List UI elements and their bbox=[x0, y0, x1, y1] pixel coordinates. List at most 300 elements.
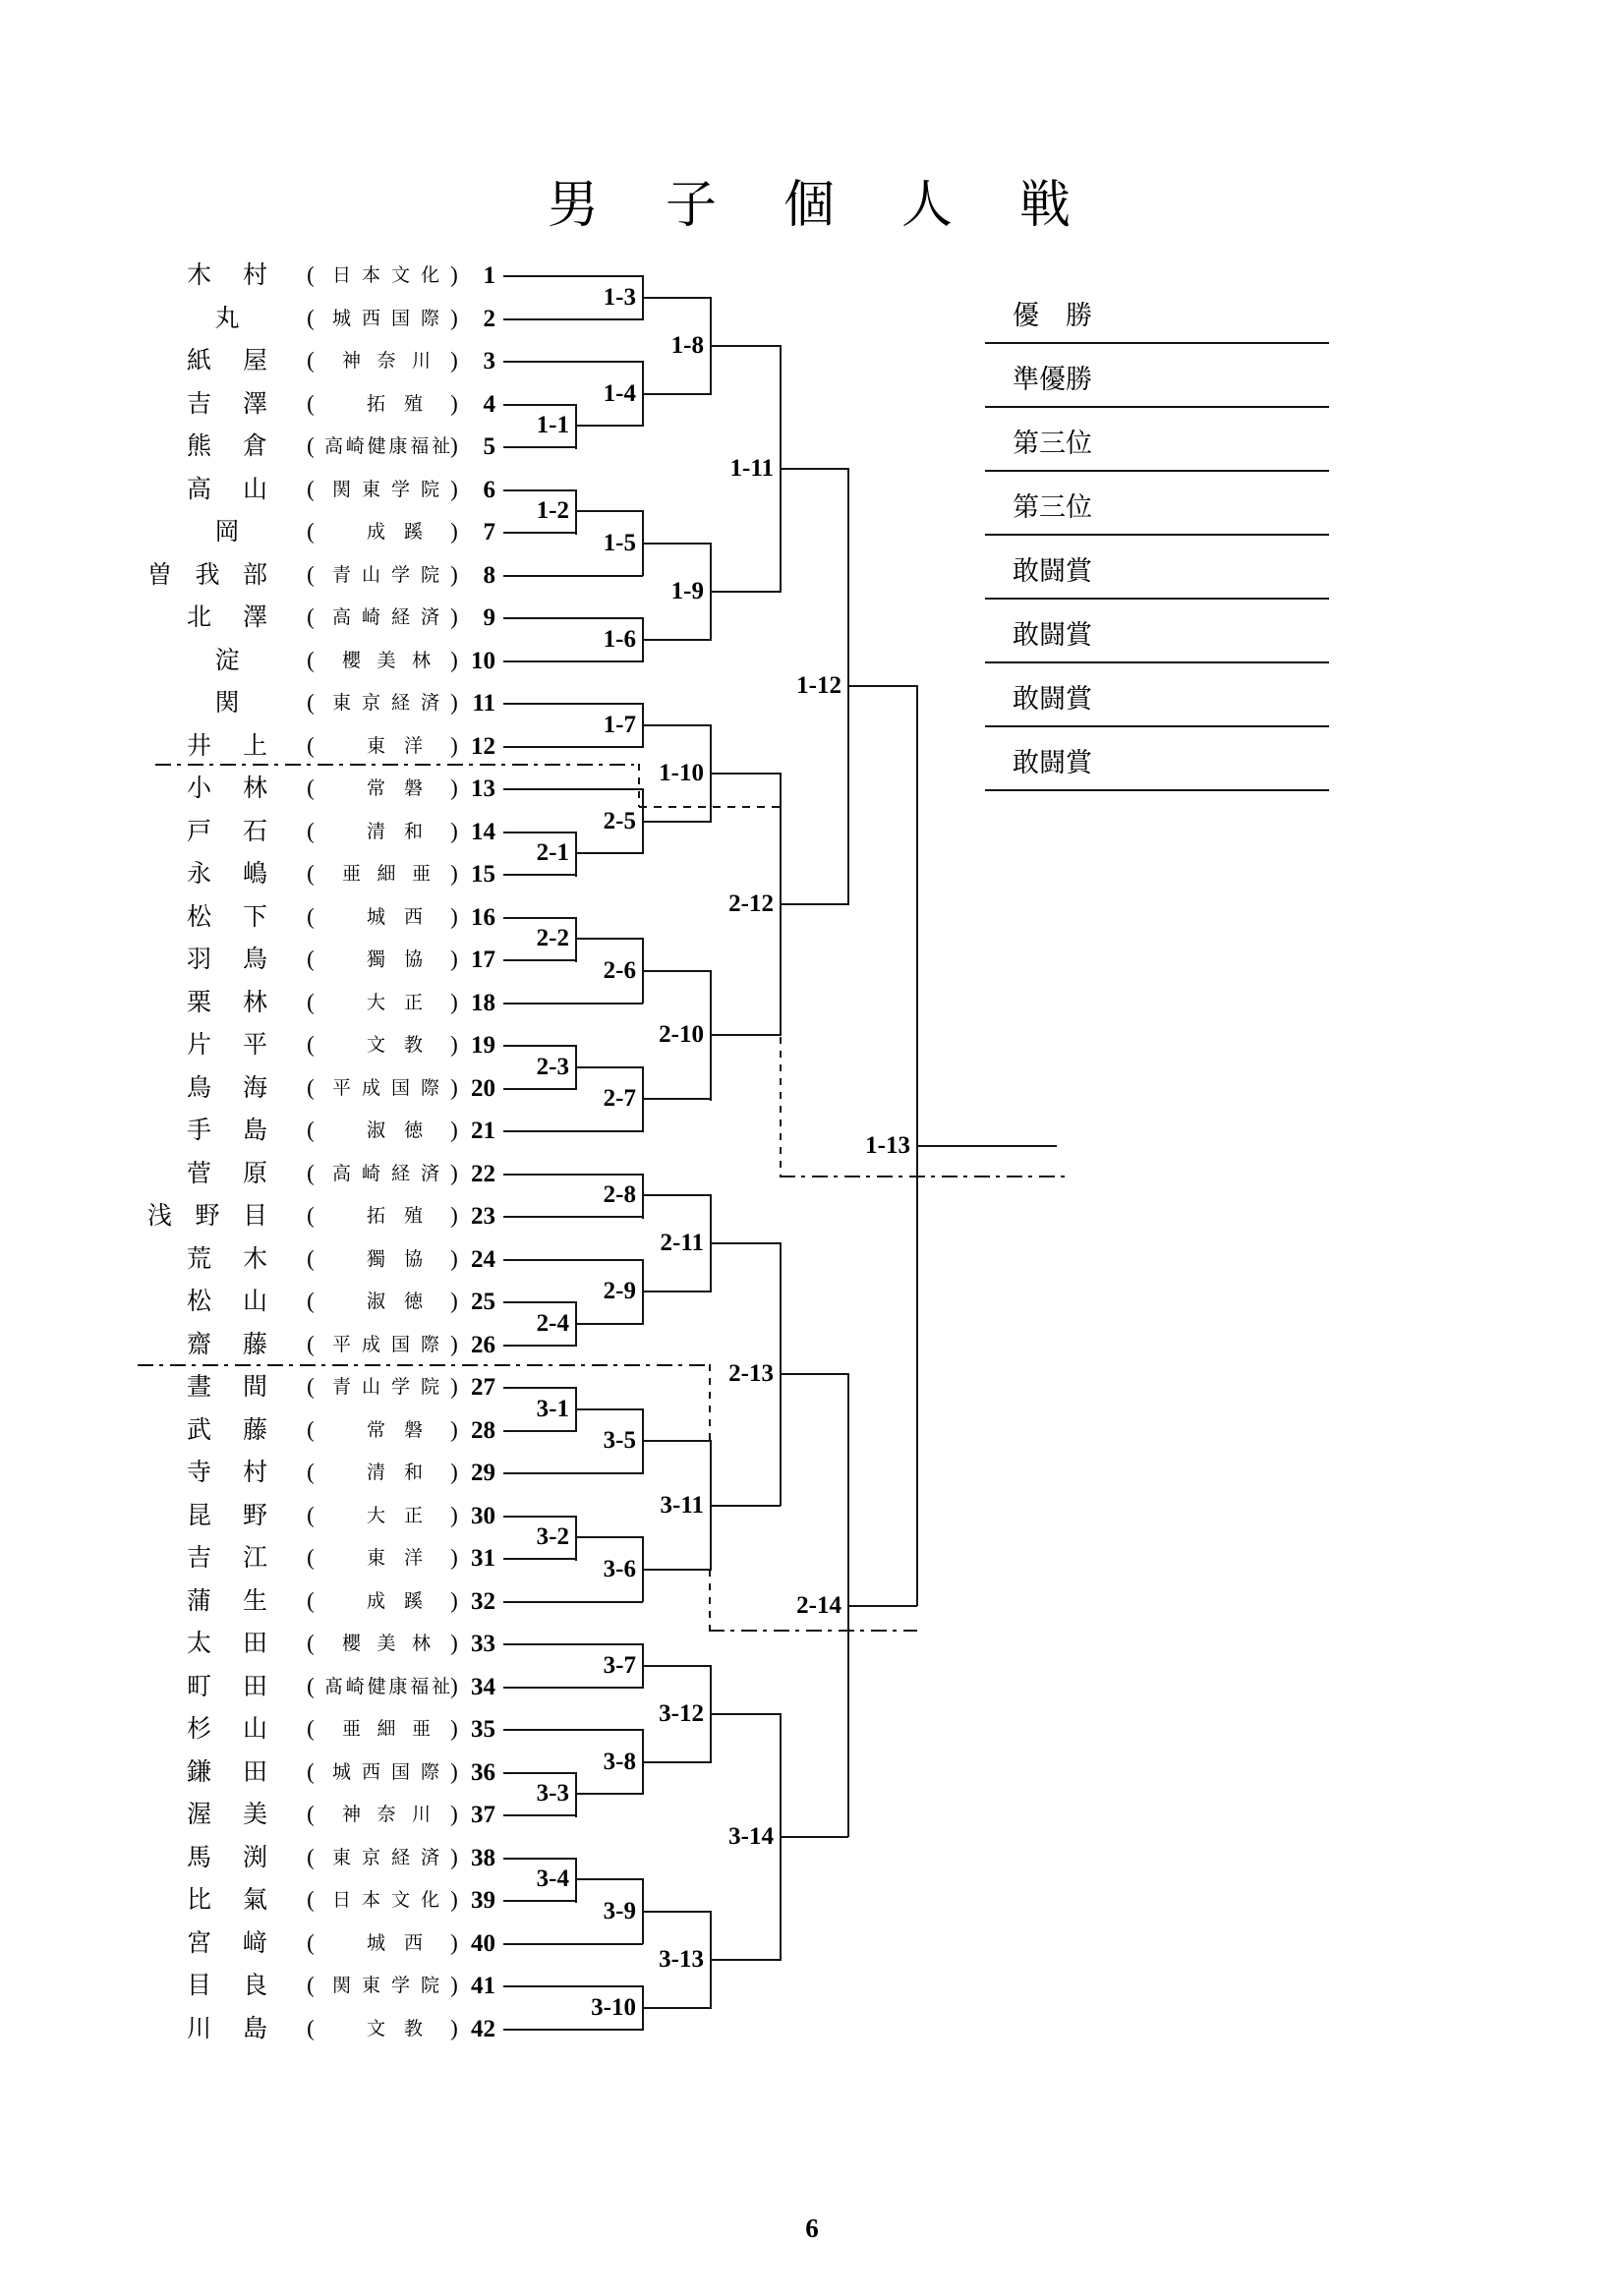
page-number: 6 bbox=[805, 2213, 819, 2243]
affiliation-char: 高 bbox=[324, 436, 344, 457]
affiliation-char: 殖 bbox=[403, 1206, 423, 1227]
match-feeder-line bbox=[576, 852, 643, 854]
name-char: 戸 bbox=[187, 819, 212, 845]
player-name bbox=[187, 475, 267, 506]
player-seed: 20 bbox=[471, 1075, 495, 1102]
match-feeder-line bbox=[503, 874, 576, 876]
affiliation-char: 髙 bbox=[324, 1677, 344, 1697]
match-feeder-line bbox=[576, 1793, 643, 1795]
match-feeder-line bbox=[643, 1665, 711, 1667]
name-char: 上 bbox=[242, 733, 267, 760]
player-name bbox=[187, 1971, 267, 2002]
match-feeder-line bbox=[503, 446, 576, 448]
paren-open: ( bbox=[307, 1973, 315, 1997]
match-label: 1-5 bbox=[603, 530, 636, 556]
match-label: 2-10 bbox=[659, 1021, 704, 1048]
paren-close: ) bbox=[450, 1460, 458, 1484]
affiliation-char: 山 bbox=[361, 565, 380, 586]
separator-line bbox=[709, 1570, 711, 1631]
award-label: 優 勝 bbox=[1013, 301, 1092, 330]
affiliation-char: 学 bbox=[390, 1377, 410, 1398]
name-char: 永 bbox=[187, 861, 212, 888]
paren-close: ) bbox=[450, 1631, 458, 1655]
paren-open: ( bbox=[307, 1246, 315, 1271]
player-seed: 27 bbox=[471, 1374, 495, 1401]
affiliation-char: 細 bbox=[377, 864, 396, 885]
affiliation-char: 関 bbox=[332, 1976, 352, 1996]
name-char: 高 bbox=[187, 477, 212, 503]
match-feeder-line bbox=[503, 617, 643, 619]
player-seed: 40 bbox=[471, 1930, 495, 1957]
player-seed: 4 bbox=[483, 391, 495, 418]
award-label: 第三位 bbox=[1013, 429, 1092, 458]
player-name bbox=[187, 1843, 267, 1874]
affiliation-char: 関 bbox=[332, 480, 352, 500]
affiliation-char: 神 bbox=[342, 1805, 362, 1825]
match-label: 3-14 bbox=[728, 1823, 774, 1850]
name-char: 町 bbox=[187, 1674, 212, 1700]
match-label: 3-2 bbox=[536, 1523, 569, 1550]
affiliation-char: 奈 bbox=[377, 351, 396, 372]
affiliation-char: 城 bbox=[367, 1933, 386, 1954]
name-char: 島 bbox=[242, 2016, 267, 2042]
award-blank-line bbox=[985, 725, 1329, 727]
paren-close: ) bbox=[450, 775, 458, 800]
affiliation-char: 亜 bbox=[342, 1719, 362, 1740]
affiliation-char: 磐 bbox=[403, 1420, 423, 1441]
affiliation-char: 本 bbox=[361, 265, 380, 286]
match-feeder-line bbox=[643, 1194, 711, 1196]
paren-close: ) bbox=[450, 262, 458, 287]
paren-open: ( bbox=[307, 1930, 315, 1955]
player-name bbox=[187, 1800, 267, 1831]
match-label: 3-6 bbox=[603, 1556, 636, 1582]
affiliation-char: 常 bbox=[367, 1420, 386, 1441]
paren-close: ) bbox=[450, 1674, 458, 1698]
player-name bbox=[147, 1201, 267, 1233]
player-name bbox=[187, 517, 267, 548]
paren-close: ) bbox=[450, 1503, 458, 1527]
paren-open: ( bbox=[307, 477, 315, 501]
match-feeder-line bbox=[576, 1408, 643, 1410]
name-char: 渥 bbox=[187, 1802, 212, 1828]
paren-close: ) bbox=[450, 1716, 458, 1741]
name-char: 美 bbox=[242, 1802, 267, 1828]
name-char: 部 bbox=[242, 562, 267, 589]
player-name bbox=[187, 1458, 267, 1489]
paren-open: ( bbox=[307, 904, 315, 929]
affiliation-char: 文 bbox=[390, 265, 410, 286]
match-label: 2-1 bbox=[536, 839, 569, 866]
paren-close: ) bbox=[450, 1075, 458, 1100]
affiliation-char: 本 bbox=[361, 1890, 380, 1911]
affiliation-char: 祉 bbox=[431, 1677, 450, 1697]
award-label: 敢闘賞 bbox=[1013, 684, 1092, 714]
affiliation-char: 和 bbox=[403, 1463, 423, 1483]
name-char: 比 bbox=[187, 1887, 212, 1914]
match-feeder-line bbox=[503, 275, 643, 277]
affiliation-char: 東 bbox=[361, 1976, 380, 1996]
player-name bbox=[187, 1116, 267, 1147]
affiliation-char: 化 bbox=[420, 1890, 439, 1911]
name-char: 熊 bbox=[187, 433, 212, 460]
affiliation-char: 細 bbox=[377, 1719, 396, 1740]
affiliation-char: 拓 bbox=[367, 394, 386, 415]
player-seed: 37 bbox=[471, 1802, 495, 1828]
name-char: 川 bbox=[187, 2016, 212, 2042]
name-char: 井 bbox=[187, 733, 212, 760]
award-blank-line bbox=[985, 661, 1329, 663]
affiliation-char: 済 bbox=[420, 693, 439, 714]
player-seed: 32 bbox=[471, 1588, 495, 1615]
player-name bbox=[187, 1415, 267, 1447]
affiliation-char: 亜 bbox=[411, 1719, 431, 1740]
name-char: 羽 bbox=[187, 947, 212, 973]
name-char: 宮 bbox=[187, 1930, 212, 1957]
affiliation-char: 櫻 bbox=[342, 651, 362, 671]
match-feeder-line bbox=[503, 1174, 643, 1176]
affiliation-char: 東 bbox=[367, 1548, 386, 1569]
name-char: 田 bbox=[242, 1759, 267, 1786]
match-feeder-line bbox=[848, 685, 917, 687]
match-feeder-line bbox=[503, 1045, 576, 1047]
paren-close: ) bbox=[450, 2016, 458, 2040]
affiliation-char: 正 bbox=[403, 1506, 423, 1526]
match-feeder-line bbox=[503, 2029, 643, 2031]
name-char: 蒲 bbox=[187, 1588, 212, 1615]
player-name bbox=[187, 260, 267, 292]
match-feeder-line bbox=[643, 297, 711, 299]
player-seed: 17 bbox=[471, 947, 495, 973]
match-feeder-line bbox=[711, 1034, 781, 1036]
player-seed: 8 bbox=[483, 562, 495, 589]
affiliation-char: 常 bbox=[367, 778, 386, 799]
affiliation-char: 高 bbox=[332, 1164, 352, 1184]
name-char: 菅 bbox=[187, 1161, 212, 1187]
paren-open: ( bbox=[307, 1203, 315, 1228]
player-name bbox=[187, 988, 267, 1019]
affiliation-char: 康 bbox=[388, 1677, 408, 1697]
affiliation-char: 獨 bbox=[367, 949, 386, 970]
player-name bbox=[187, 1543, 267, 1575]
match-label: 3-5 bbox=[603, 1427, 636, 1454]
affiliation-char: 成 bbox=[361, 1078, 380, 1099]
match-feeder-line bbox=[576, 938, 643, 940]
player-name bbox=[187, 688, 267, 719]
paren-close: ) bbox=[450, 690, 458, 715]
affiliation-char: 林 bbox=[411, 651, 431, 671]
affiliation-char: 院 bbox=[420, 1976, 439, 1996]
match-connector bbox=[575, 832, 577, 877]
name-char: 紙 bbox=[187, 348, 212, 374]
affiliation-char: 神 bbox=[342, 351, 362, 372]
name-char: 小 bbox=[187, 775, 212, 802]
affiliation-char: 学 bbox=[390, 1976, 410, 1996]
name-char: 目 bbox=[242, 1203, 267, 1230]
player-name bbox=[187, 1629, 267, 1660]
paren-open: ( bbox=[307, 1289, 315, 1313]
paren-close: ) bbox=[450, 861, 458, 886]
player-name bbox=[187, 1159, 267, 1190]
player-name bbox=[187, 346, 267, 377]
affiliation-char: 国 bbox=[390, 1078, 410, 1099]
match-label: 3-1 bbox=[536, 1396, 569, 1422]
name-char: 下 bbox=[242, 904, 267, 931]
player-name bbox=[187, 646, 267, 677]
paren-close: ) bbox=[450, 391, 458, 416]
paren-open: ( bbox=[307, 1674, 315, 1698]
player-name bbox=[187, 1757, 267, 1789]
match-label: 2-11 bbox=[660, 1230, 704, 1256]
paren-close: ) bbox=[450, 562, 458, 587]
paren-close: ) bbox=[450, 1332, 458, 1356]
paren-close: ) bbox=[450, 1845, 458, 1869]
player-name bbox=[187, 1073, 267, 1105]
affiliation-char: 化 bbox=[420, 265, 439, 286]
name-char: 倉 bbox=[242, 433, 267, 460]
match-label: 1-1 bbox=[536, 412, 569, 438]
name-char: 北 bbox=[187, 604, 212, 631]
paren-open: ( bbox=[307, 262, 315, 287]
affiliation-char: 崎 bbox=[345, 436, 365, 457]
player-seed: 3 bbox=[483, 348, 495, 374]
affiliation-char: 青 bbox=[332, 565, 352, 586]
separator-line bbox=[780, 1176, 1067, 1177]
match-feeder-line bbox=[643, 1761, 711, 1763]
player-name bbox=[187, 1928, 267, 1960]
affiliation-char: 健 bbox=[367, 436, 386, 457]
affiliation-char: 川 bbox=[411, 351, 431, 372]
name-char: 昆 bbox=[187, 1503, 212, 1529]
match-feeder-line bbox=[643, 1569, 711, 1571]
match-label: 1-12 bbox=[796, 672, 841, 699]
paren-open: ( bbox=[307, 775, 315, 800]
player-seed: 42 bbox=[471, 2016, 495, 2042]
match-label: 2-4 bbox=[536, 1310, 569, 1337]
award-blank-line bbox=[985, 534, 1329, 536]
paren-open: ( bbox=[307, 391, 315, 416]
match-label: 2-12 bbox=[728, 890, 774, 917]
match-feeder-line bbox=[711, 1959, 781, 1961]
paren-open: ( bbox=[307, 819, 315, 843]
affiliation-char: 川 bbox=[411, 1805, 431, 1825]
separator-line bbox=[780, 1037, 782, 1177]
player-seed: 14 bbox=[471, 819, 495, 845]
name-char: 木 bbox=[187, 262, 212, 289]
match-feeder-line bbox=[576, 1066, 643, 1068]
affiliation-char: 学 bbox=[390, 480, 410, 500]
award-blank-line bbox=[985, 406, 1329, 408]
paren-open: ( bbox=[307, 1588, 315, 1613]
affiliation-char: 教 bbox=[403, 1035, 423, 1056]
name-char: 松 bbox=[187, 904, 212, 931]
player-seed: 38 bbox=[471, 1845, 495, 1871]
paren-open: ( bbox=[307, 604, 315, 629]
match-label: 2-8 bbox=[603, 1181, 636, 1208]
name-char: 鎌 bbox=[187, 1759, 212, 1786]
paren-open: ( bbox=[307, 1075, 315, 1100]
name-char: 間 bbox=[242, 1374, 267, 1401]
paren-close: ) bbox=[450, 1545, 458, 1570]
paren-close: ) bbox=[450, 1032, 458, 1057]
match-label: 1-9 bbox=[670, 578, 704, 604]
affiliation-char: 櫻 bbox=[342, 1634, 362, 1654]
paren-open: ( bbox=[307, 2016, 315, 2040]
affiliation-char: 磐 bbox=[403, 778, 423, 799]
paren-close: ) bbox=[450, 1802, 458, 1826]
affiliation-char: 東 bbox=[332, 693, 352, 714]
separator-line bbox=[709, 1364, 711, 1441]
affiliation-char: 崎 bbox=[345, 1677, 365, 1697]
separator-line bbox=[639, 806, 782, 808]
affiliation-char: 平 bbox=[332, 1335, 352, 1355]
name-char: 屋 bbox=[242, 348, 267, 374]
name-char: 嶋 bbox=[242, 861, 267, 888]
match-feeder-line bbox=[781, 1836, 848, 1838]
name-char: 野 bbox=[195, 1203, 220, 1230]
separator-line bbox=[709, 1630, 917, 1632]
match-feeder-line bbox=[711, 1242, 781, 1244]
paren-close: ) bbox=[450, 348, 458, 373]
match-feeder-line bbox=[503, 1814, 576, 1816]
name-char: 鳥 bbox=[242, 947, 267, 973]
name-char: 馬 bbox=[187, 1845, 212, 1871]
award-label: 敢闘賞 bbox=[1013, 556, 1092, 586]
affiliation-char: 大 bbox=[367, 1506, 386, 1526]
player-seed: 13 bbox=[471, 775, 495, 802]
paren-open: ( bbox=[307, 990, 315, 1014]
player-name bbox=[187, 1030, 267, 1062]
paren-close: ) bbox=[450, 904, 458, 929]
separator-line bbox=[638, 764, 640, 807]
player-name bbox=[187, 1714, 267, 1746]
affiliation-char: 京 bbox=[361, 693, 380, 714]
match-feeder-line bbox=[503, 1601, 643, 1603]
match-label: 1-13 bbox=[865, 1132, 910, 1159]
match-feeder-line bbox=[643, 1098, 711, 1100]
match-feeder-line bbox=[503, 318, 643, 320]
award-blank-line bbox=[985, 342, 1329, 344]
match-label: 2-3 bbox=[536, 1054, 569, 1080]
affiliation-char: 正 bbox=[403, 993, 423, 1013]
paren-close: ) bbox=[450, 1246, 458, 1271]
name-char: 荒 bbox=[187, 1246, 212, 1273]
match-feeder-line bbox=[503, 489, 576, 491]
match-label: 1-11 bbox=[729, 455, 774, 482]
match-label: 1-4 bbox=[603, 380, 636, 407]
affiliation-char: 東 bbox=[332, 1848, 352, 1868]
player-seed: 7 bbox=[483, 519, 495, 545]
affiliation-char: 淑 bbox=[367, 1120, 386, 1141]
match-feeder-line bbox=[503, 1858, 576, 1860]
name-char: 齋 bbox=[187, 1332, 212, 1358]
name-char: 石 bbox=[242, 819, 267, 845]
player-seed: 23 bbox=[471, 1203, 495, 1230]
paren-close: ) bbox=[450, 1588, 458, 1613]
affiliation-char: 清 bbox=[367, 1463, 386, 1483]
paren-open: ( bbox=[307, 1802, 315, 1826]
paren-close: ) bbox=[450, 1973, 458, 1997]
match-feeder-line bbox=[643, 1911, 711, 1913]
affiliation-char: 協 bbox=[403, 949, 423, 970]
name-char: 藤 bbox=[242, 1417, 267, 1444]
match-feeder-line bbox=[503, 1387, 576, 1389]
player-seed: 33 bbox=[471, 1631, 495, 1657]
name-char: 野 bbox=[242, 1503, 267, 1529]
name-char: 村 bbox=[242, 1460, 267, 1486]
player-name bbox=[187, 1244, 267, 1276]
match-feeder-line bbox=[711, 591, 781, 593]
affiliation-char: 淑 bbox=[367, 1292, 386, 1312]
paren-close: ) bbox=[450, 1289, 458, 1313]
paren-open: ( bbox=[307, 306, 315, 330]
name-char: 太 bbox=[187, 1631, 212, 1657]
paren-open: ( bbox=[307, 733, 315, 758]
player-name bbox=[187, 389, 267, 421]
affiliation-char: 西 bbox=[361, 1762, 380, 1783]
paren-open: ( bbox=[307, 433, 315, 458]
affiliation-char: 清 bbox=[367, 822, 386, 842]
affiliation-char: 京 bbox=[361, 1848, 380, 1868]
paren-close: ) bbox=[450, 519, 458, 544]
match-feeder-line bbox=[848, 1605, 917, 1607]
name-char: 我 bbox=[195, 562, 220, 589]
name-char: 鳥 bbox=[187, 1075, 212, 1102]
player-seed: 24 bbox=[471, 1246, 495, 1273]
player-seed: 28 bbox=[471, 1417, 495, 1444]
player-seed: 34 bbox=[471, 1674, 495, 1700]
name-char: 村 bbox=[242, 262, 267, 289]
match-label: 3-4 bbox=[536, 1866, 569, 1892]
player-seed: 36 bbox=[471, 1759, 495, 1786]
award-blank-line bbox=[985, 470, 1329, 472]
player-name bbox=[187, 731, 267, 763]
match-feeder-line bbox=[643, 2007, 711, 2009]
match-feeder-line bbox=[643, 1440, 711, 1442]
name-char: 浅 bbox=[147, 1203, 173, 1230]
name-char: 関 bbox=[214, 690, 240, 717]
affiliation-char: 亜 bbox=[411, 864, 431, 885]
match-label: 1-7 bbox=[603, 712, 636, 738]
match-label: 2-13 bbox=[728, 1360, 774, 1387]
award-label: 敢闘賞 bbox=[1013, 748, 1092, 777]
match-feeder-line bbox=[643, 821, 711, 823]
match-label: 3-11 bbox=[660, 1492, 704, 1519]
affiliation-char: 経 bbox=[390, 1164, 410, 1184]
name-char: 武 bbox=[187, 1417, 212, 1444]
match-feeder-line bbox=[503, 1345, 576, 1347]
player-name bbox=[187, 1586, 267, 1618]
player-name bbox=[187, 603, 267, 634]
name-char: 澤 bbox=[242, 391, 267, 418]
affiliation-char: 徳 bbox=[403, 1120, 423, 1141]
affiliation-char: 際 bbox=[420, 309, 439, 329]
affiliation-char: 院 bbox=[420, 480, 439, 500]
award-label: 第三位 bbox=[1013, 492, 1092, 522]
player-seed: 1 bbox=[483, 262, 495, 289]
affiliation-char: 日 bbox=[332, 265, 352, 286]
name-char: 木 bbox=[242, 1246, 267, 1273]
paren-open: ( bbox=[307, 690, 315, 715]
player-name bbox=[187, 1885, 267, 1917]
match-label: 2-14 bbox=[796, 1592, 841, 1619]
match-feeder-line bbox=[711, 1505, 781, 1507]
affiliation-char: 成 bbox=[361, 1335, 380, 1355]
paren-open: ( bbox=[307, 562, 315, 587]
paren-close: ) bbox=[450, 1203, 458, 1228]
paren-open: ( bbox=[307, 1845, 315, 1869]
match-feeder-line bbox=[781, 468, 848, 470]
